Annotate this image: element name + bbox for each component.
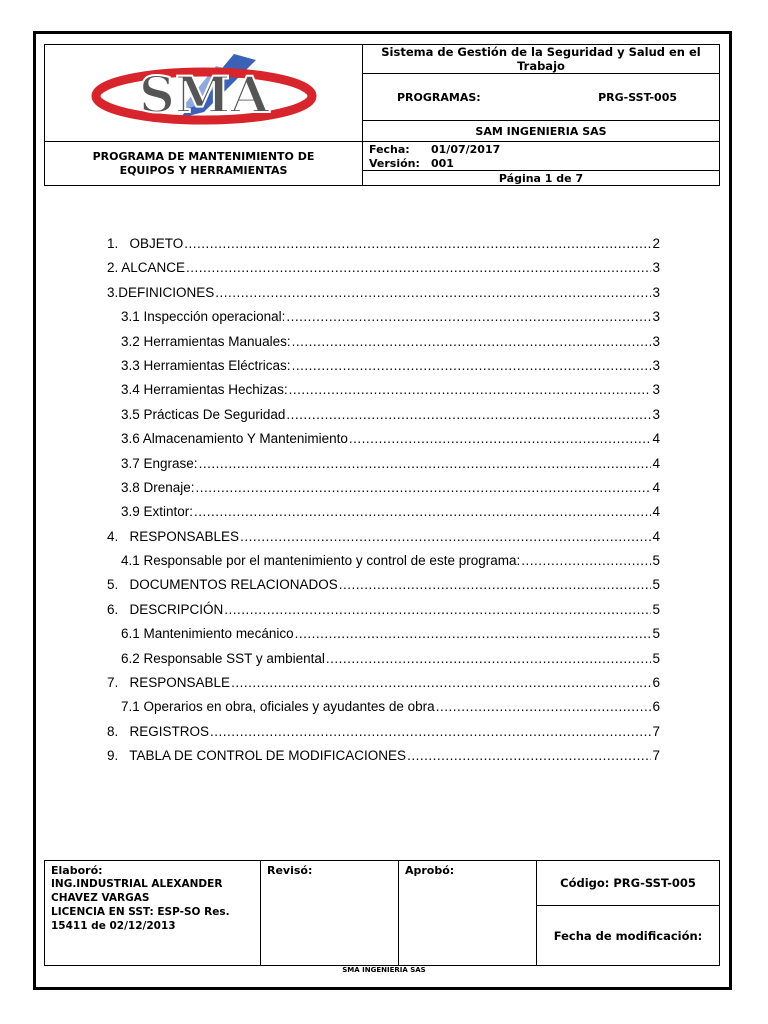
codigo-cell: Código: PRG-SST-005	[537, 861, 720, 906]
toc-entry-page: 3	[652, 382, 660, 398]
program-code: PRG-SST-005	[598, 90, 677, 104]
toc-entry-title: 6.1 Mantenimiento mecánico	[121, 626, 294, 642]
logo-cell	[45, 45, 363, 142]
table-of-contents	[107, 232, 660, 769]
toc-leader-dots	[521, 549, 651, 573]
toc-entry	[107, 695, 660, 719]
toc-entry	[107, 232, 660, 256]
toc-entry-title: 3.8 Drenaje:	[121, 479, 195, 495]
toc-leader-dots	[349, 427, 652, 451]
company-name: SAM INGENIERIA SAS	[363, 121, 720, 142]
toc-entry-title: 3.1 Inspección operacional:	[121, 309, 286, 325]
toc-entry	[107, 476, 660, 500]
toc-entry-page: 2	[652, 236, 660, 251]
toc-leader-dots	[231, 671, 651, 695]
toc-entry-page: 5	[652, 553, 660, 569]
elaboro-line: CHAVEZ VARGAS	[51, 892, 150, 904]
toc-entry	[107, 378, 660, 402]
document-title	[45, 142, 363, 186]
toc-entry-title: 8. REGISTROS	[107, 723, 210, 739]
toc-entry-title: 3.2 Herramientas Manuales:	[121, 333, 291, 349]
toc-entry-title: 3.3 Herramientas Eléctricas:	[121, 357, 291, 373]
toc-leader-dots	[407, 744, 651, 768]
toc-entry	[107, 330, 660, 354]
fecha-cell	[363, 142, 720, 157]
toc-leader-dots	[339, 573, 652, 597]
toc-entry-title: 9. TABLA DE CONTROL DE MODIFICACIONES	[107, 748, 407, 764]
toc-entry-title: 3.DEFINICIONES	[107, 284, 215, 300]
toc-entry-page: 5	[652, 650, 660, 666]
toc-entry-title: 3.5 Prácticas De Seguridad	[121, 406, 286, 422]
toc-entry-title: 7.1 Operarios en obra, oficiales y ayudantes de obra	[121, 699, 435, 715]
reviso-label: Revisó:	[267, 864, 313, 877]
toc-entry	[107, 720, 660, 744]
toc-entry	[107, 256, 660, 280]
toc-entry	[107, 500, 660, 524]
toc-entry-page: 7	[652, 748, 660, 764]
toc-leader-dots	[186, 256, 651, 280]
toc-leader-dots	[286, 305, 651, 329]
toc-entry	[107, 671, 660, 695]
toc-entry	[107, 622, 660, 646]
fecha-label: Fecha:	[369, 142, 410, 156]
fecha-modificacion-cell: Fecha de modificación:	[537, 906, 720, 966]
toc-entry-page: 3	[652, 333, 660, 349]
toc-entry-page: 7	[652, 723, 660, 739]
programs-cell	[363, 74, 720, 121]
toc-entry	[107, 427, 660, 451]
toc-entry-page: 4	[652, 455, 660, 471]
version-cell	[363, 156, 720, 171]
system-title: Sistema de Gestión de la Seguridad y Salud en el Trabajo	[363, 45, 720, 74]
toc-leader-dots	[224, 598, 651, 622]
toc-leader-dots	[240, 525, 651, 549]
toc-leader-dots	[326, 647, 652, 671]
toc-entry-page: 4	[652, 504, 660, 520]
toc-entry-title: 6. DESCRIPCIÓN	[107, 601, 224, 617]
toc-entry-page: 5	[652, 601, 660, 617]
page-number: Página 1 de 7	[363, 171, 720, 186]
toc-leader-dots	[286, 403, 651, 427]
toc-entry-page: 3	[652, 406, 660, 422]
toc-entry	[107, 573, 660, 597]
toc-entry-title: 3.6 Almacenamiento Y Mantenimiento	[121, 431, 348, 447]
toc-entry-page: 4	[652, 431, 660, 447]
toc-entry-title: 7. RESPONSABLE	[107, 675, 231, 691]
toc-leader-dots	[436, 695, 652, 719]
toc-leader-dots	[210, 720, 651, 744]
toc-entry	[107, 647, 660, 671]
toc-entry	[107, 525, 660, 549]
elaboro-line: 15411 de 02/12/2013	[51, 920, 176, 932]
sma-logo	[84, 52, 324, 132]
aprobo-label: Aprobó:	[405, 864, 455, 877]
toc-leader-dots	[292, 354, 652, 378]
toc-entry	[107, 549, 660, 573]
toc-entry-title: 6.2 Responsable SST y ambiental	[121, 650, 325, 666]
reviso-cell	[261, 861, 399, 966]
toc-entry-title: 4.1 Responsable por el mantenimiento y control de este programa:	[121, 553, 521, 569]
version-label: Versión:	[369, 156, 420, 170]
document-title-text: PROGRAMA DE MANTENIMIENTO DE EQUIPOS Y HERRAMIENTAS	[92, 149, 315, 177]
toc-entry-title: 2. ALCANCE	[107, 260, 186, 276]
toc-entry-title: 3.4 Herramientas Hechizas:	[121, 382, 288, 398]
toc-entry-page: 6	[652, 699, 660, 715]
logo-text: SMA	[138, 64, 269, 124]
elaboro-line: ING.INDUSTRIAL ALEXANDER	[51, 878, 223, 890]
toc-entry	[107, 403, 660, 427]
toc-entry-title: 5. DOCUMENTOS RELACIONADOS	[107, 577, 338, 593]
toc-leader-dots	[289, 378, 652, 402]
toc-entry-page: 3	[652, 260, 660, 276]
toc-entry-page: 4	[652, 479, 660, 495]
toc-leader-dots	[215, 281, 651, 305]
toc-leader-dots	[295, 622, 652, 646]
toc-entry	[107, 305, 660, 329]
company-footer: SMA INGENIERIA SAS	[342, 966, 426, 974]
toc-entry-page: 3	[652, 357, 660, 373]
elaboro-cell	[45, 861, 261, 966]
toc-entry-page: 4	[652, 528, 660, 544]
footer-table	[44, 860, 720, 966]
elaboro-label: Elaboró:	[51, 864, 103, 877]
toc-entry-title: 4. RESPONSABLES	[107, 528, 240, 544]
header-table	[44, 44, 720, 186]
toc-leader-dots	[199, 452, 652, 476]
toc-entry	[107, 452, 660, 476]
toc-entry-title: 3.9 Extintor:	[121, 504, 194, 520]
programs-label: PROGRAMAS:	[397, 90, 481, 104]
toc-entry-title: 1. OBJETO	[107, 236, 184, 251]
version-value: 001	[431, 156, 454, 170]
toc-entry-page: 5	[652, 577, 660, 593]
toc-entry	[107, 281, 660, 305]
fecha-value: 01/07/2017	[431, 142, 501, 156]
toc-entry	[107, 744, 660, 768]
aprobo-cell	[399, 861, 537, 966]
toc-entry-page: 3	[652, 309, 660, 325]
toc-leader-dots	[292, 330, 652, 354]
toc-leader-dots	[194, 500, 651, 524]
toc-entry-page: 3	[652, 284, 660, 300]
toc-entry	[107, 354, 660, 378]
elaboro-line: LICENCIA EN SST: ESP-SO Res.	[51, 906, 230, 918]
toc-leader-dots	[184, 232, 651, 256]
toc-entry-page: 5	[652, 626, 660, 642]
toc-leader-dots	[196, 476, 652, 500]
toc-entry-title: 3.7 Engrase:	[121, 455, 198, 471]
toc-entry	[107, 598, 660, 622]
toc-entry-page: 6	[652, 675, 660, 691]
